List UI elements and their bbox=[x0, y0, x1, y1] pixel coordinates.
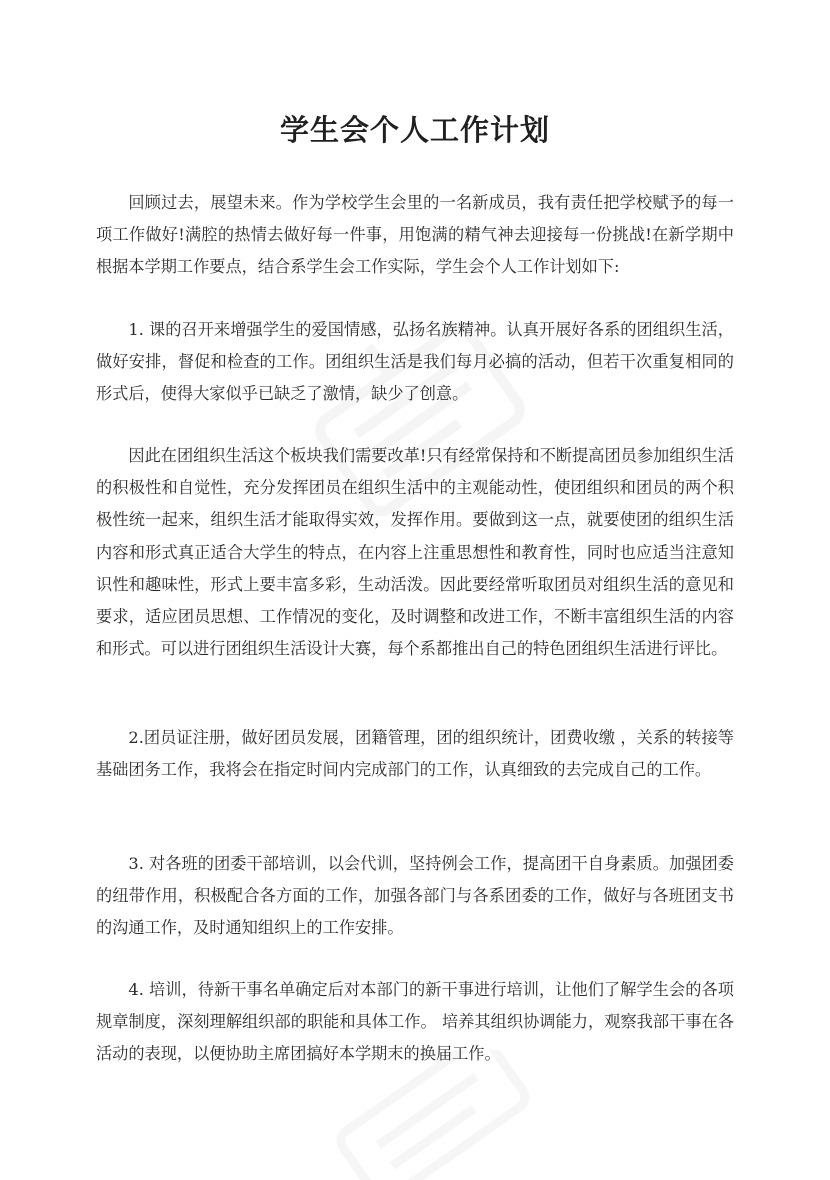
paragraph-intro: 回顾过去，展望未来。作为学校学生会里的一名新成员，我有责任把学校赋予的每一项工作做好!满腔的热情去做好每一件事，用饱满的精气神去迎接每一份挑战!在新学期中根据本学期工作要点，结合系学生会工作实际，学生会个人工作计划如下: bbox=[96, 193, 734, 277]
paragraph-item-4: 4. 培训，待新干事名单确定后对本部门的新干事进行培训，让他们了解学生会的各项规章制度，深刻理解组织部的职能和具体工作。 培养其组织协调能力，观察我部干事在各活动的表现，以便协助主席团搞好本学期末的换届工作。 bbox=[96, 980, 734, 1064]
paragraph-item-2: 2.团员证注册，做好团员发展，团籍管理，团的组织统计，团费收缴 ，关系的转接等基础团务工作，我将会在指定时间内完成部门的工作，认真细致的去完成自己的工作。 bbox=[96, 728, 734, 780]
paragraph-item-3: 3. 对各班的团委干部培训，以会代训，坚持例会工作，提高团干自身素质。加强团委的纽带作用，积极配合各方面的工作，加强各部门与各系团委的工作，做好与各班团支书的沟通工作，及时通知组织上的工作安排。 bbox=[96, 854, 734, 938]
paragraph-item-1: 1. 课的召开来增强学生的爱国情感，弘扬名族精神。认真开展好各系的团组织生活，做好安排，督促和检查的工作。团组织生活是我们每月必搞的活动，但若干次重复相同的形式后，使得大家似乎已缺乏了激情，缺少了创意。 bbox=[96, 320, 734, 404]
paragraph-reform: 因此在团组织生活这个板块我们需要改革!只有经常保持和不断提高团员参加组织生活的积极性和自觉性，充分发挥团员在组织生活中的主观能动性，使团组织和团员的两个积极性统一起来，组织生活才能取得实效，发挥作用。要做到这一点，就要使团的组织生活内容和形式真正适合大学生的特点，在内容上注重思想性和教育性，同时也应适当注意知识性和趣味性，形式上要丰富多彩，生动活泼。因此要经常听取团员对组织生活的意见和要求，适应团员思想、工作情况的变化，及时调整和改进工作，不断丰富组织生活的内容和形式。可以进行团组织生活设计大赛，每个系都推出自己的特色团组织生活进行评比。 bbox=[96, 446, 734, 659]
page-title: 学生会个人工作计划 bbox=[279, 113, 550, 147]
